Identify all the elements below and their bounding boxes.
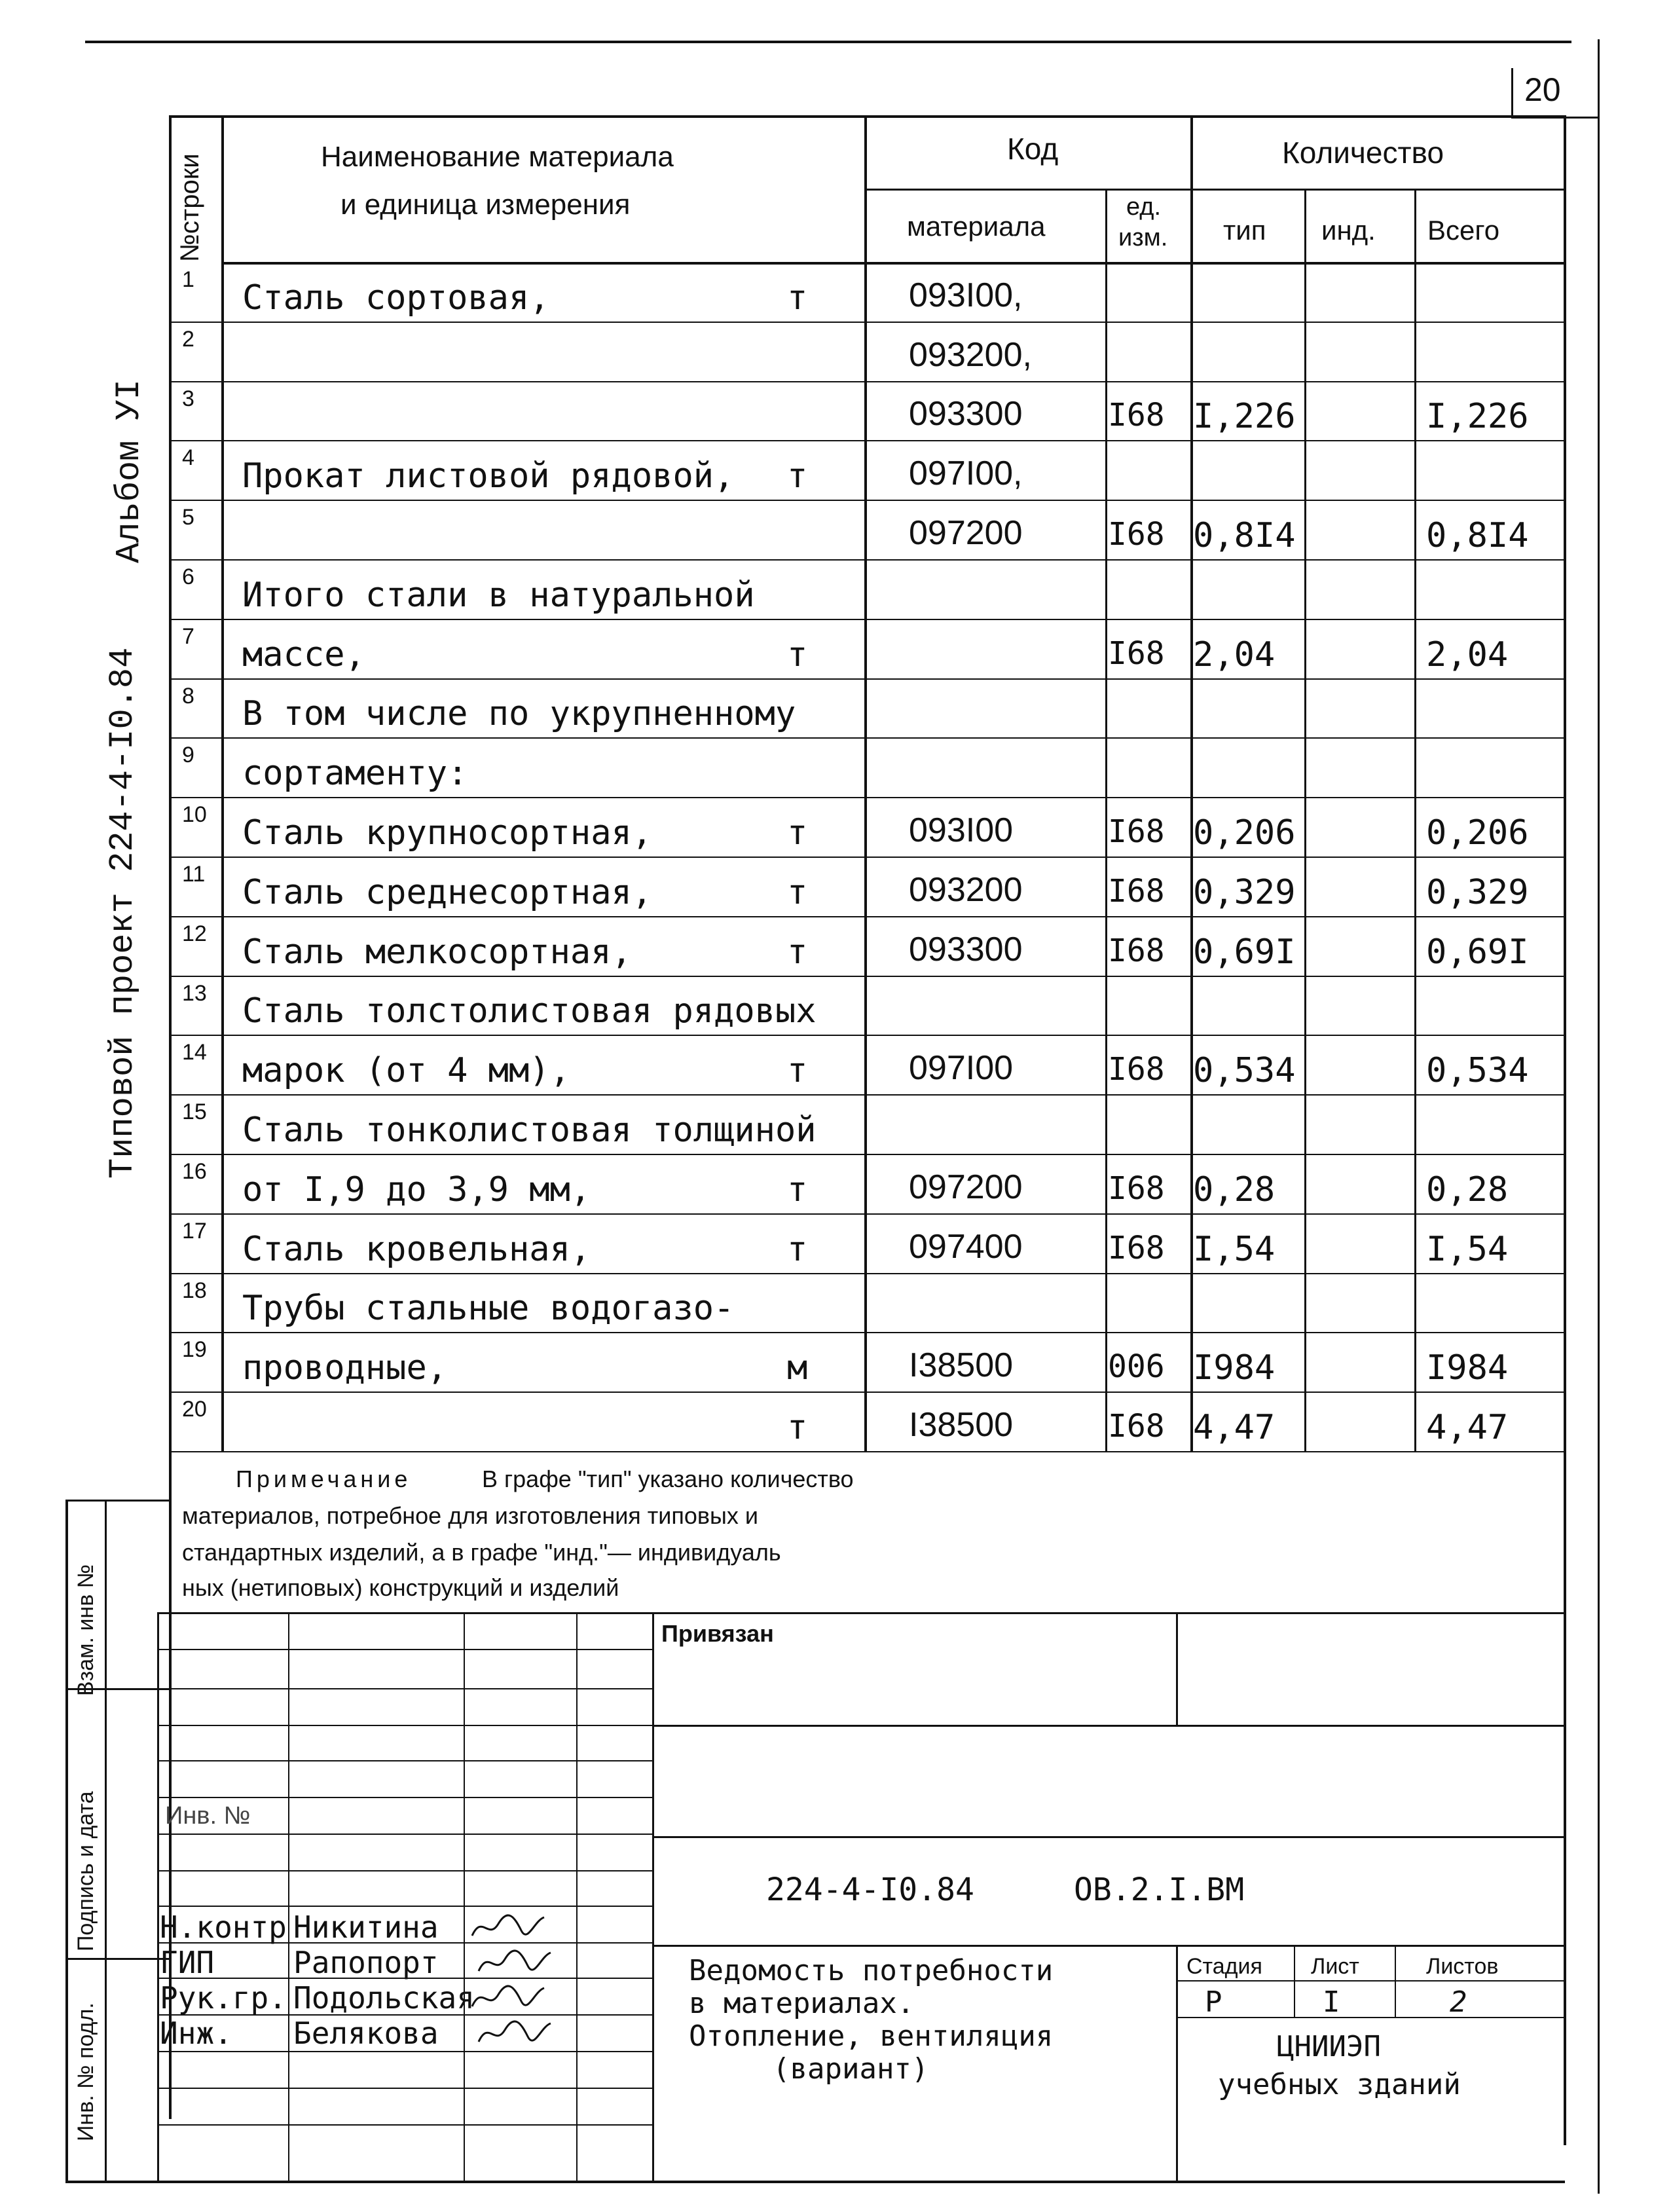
stamp-row — [157, 1725, 652, 1726]
material-name: Сталь кровельная, — [242, 1229, 591, 1269]
row-divider — [169, 737, 1564, 739]
table-right-border — [1564, 115, 1566, 1451]
material-name: Сталь среднесортная, — [242, 872, 653, 912]
row-number: 6 — [182, 564, 194, 589]
row-number: 10 — [182, 802, 207, 828]
unit-code: I68 — [1108, 1408, 1165, 1445]
row-number: 1 — [182, 267, 194, 292]
material-code: 097I00 — [909, 1049, 1014, 1088]
organization-line2: учебных зданий — [1218, 2068, 1461, 2101]
project-label: Типовой проект 224-4-I0.84 — [103, 647, 142, 1179]
material-name: Сталь тонколистовая толщиной — [242, 1111, 817, 1150]
row-number: 12 — [182, 921, 207, 946]
material-code: 093300 — [909, 395, 1023, 433]
material-code: 093I00, — [909, 276, 1023, 314]
material-code: 093200, — [909, 335, 1032, 374]
row-divider — [169, 559, 1564, 561]
column-divider — [1304, 189, 1306, 1451]
row-number: 18 — [182, 1278, 207, 1303]
stamp-row — [157, 1760, 652, 1761]
row-number: 3 — [182, 386, 194, 411]
unit-code: 006 — [1108, 1348, 1165, 1386]
row-divider — [169, 1213, 1564, 1215]
code-header: Код — [1007, 132, 1059, 166]
stamp-role: Рук.гр. — [160, 1980, 287, 2016]
quantity-total: 0,206 — [1426, 813, 1529, 853]
unit-code: I68 — [1108, 932, 1165, 969]
sheet-label: Лист — [1311, 1954, 1359, 1979]
top-frame-line — [85, 41, 1571, 43]
quantity-type: I,226 — [1193, 397, 1296, 437]
signature-mark — [475, 2017, 554, 2050]
row-number: 11 — [182, 862, 206, 887]
column-divider — [221, 115, 224, 1451]
stamp-info-row — [1176, 2017, 1564, 2018]
material-name: Сталь крупносортная, — [242, 813, 653, 853]
row-divider — [169, 976, 1564, 977]
material-name: массе, — [242, 635, 365, 674]
row-divider — [169, 381, 1564, 382]
row-divider — [169, 1154, 1564, 1155]
unit-symbol: т — [787, 1051, 808, 1091]
material-name: Итого стали в натуральной — [242, 575, 755, 615]
sheet-value: I — [1323, 1985, 1340, 2019]
row-number: 13 — [182, 980, 207, 1006]
stamp-right-divider — [652, 1836, 1564, 1838]
stamp-info-row — [1176, 1980, 1564, 1982]
unit-symbol: т — [787, 813, 808, 853]
stage-label: Стадия — [1186, 1954, 1262, 1979]
stamp-person-name: Белякова — [293, 2016, 439, 2051]
note-heading: Примечание — [236, 1465, 412, 1492]
ind-header: инд. — [1321, 215, 1376, 246]
row-number: 9 — [182, 743, 194, 768]
unit-symbol: т — [787, 1229, 808, 1269]
table-left-border — [169, 115, 172, 1451]
quantity-total: 0,8I4 — [1426, 516, 1529, 555]
row-number: 17 — [182, 1218, 207, 1244]
unit-symbol: т — [787, 1408, 808, 1447]
stamp-person-name: Рапопорт — [293, 1945, 439, 1980]
unit-code: I68 — [1108, 397, 1165, 434]
material-code: I38500 — [909, 1346, 1014, 1385]
stamp-col — [288, 1612, 289, 2181]
stamp-row — [157, 2051, 652, 2052]
header-bottom-border — [221, 262, 1564, 265]
row-divider — [169, 500, 1564, 501]
stamp-row — [157, 1834, 652, 1835]
stamp-person-name: Подольская — [293, 1980, 475, 2016]
quantity-total: I,54 — [1426, 1229, 1509, 1269]
row-divider — [169, 322, 1564, 323]
material-name: В том числе по укрупненному — [242, 694, 796, 734]
unit-code: I68 — [1108, 1229, 1165, 1266]
quantity-total: 0,28 — [1426, 1170, 1509, 1209]
quantity-type: I,54 — [1193, 1229, 1276, 1269]
quantity-type: 0,28 — [1193, 1170, 1276, 1209]
material-name: марок (от 4 мм), — [242, 1051, 570, 1091]
note-line1: В графе "тип" указано количество — [482, 1465, 854, 1492]
stamp-col-main — [652, 1612, 654, 2181]
stamp-right-divider — [652, 1725, 1564, 1727]
material-code: 093300 — [909, 930, 1023, 968]
total-header: Всего — [1427, 215, 1500, 246]
stamp-right-divider — [652, 1945, 1564, 1947]
right-frame-line — [1598, 39, 1600, 2194]
attached-label: Привязан — [661, 1620, 774, 1647]
document-code: 224-4-I0.84 — [766, 1871, 974, 1908]
page-number-box-left — [1511, 68, 1513, 118]
row-divider — [169, 1035, 1564, 1036]
material-code: 093200 — [909, 870, 1023, 909]
unit-symbol: т — [787, 635, 808, 674]
signature-mark — [475, 1946, 554, 1979]
unit-symbol: м — [787, 1348, 808, 1388]
stamp-row — [157, 1870, 652, 1871]
stage-value: Р — [1205, 1985, 1222, 2019]
row-number: 2 — [182, 326, 194, 352]
row-number: 16 — [182, 1159, 207, 1184]
unit-symbol: т — [787, 1170, 808, 1209]
quantity-type: 0,206 — [1193, 813, 1296, 853]
type-header: тип — [1223, 215, 1266, 246]
material-code: 097I00, — [909, 454, 1023, 493]
row-divider — [169, 1451, 1564, 1452]
stamp-role: ГИП — [160, 1945, 215, 1980]
quantity-total: 0,69I — [1426, 932, 1529, 972]
unit-code: I68 — [1108, 872, 1165, 910]
quantity-type: 0,69I — [1193, 932, 1296, 972]
stamp-side-outer — [65, 1500, 68, 2181]
unit-code: I68 — [1108, 516, 1165, 553]
material-code: 093I00 — [909, 811, 1014, 849]
stamp-right-split — [1176, 1612, 1178, 1725]
stamp-row — [157, 2088, 652, 2089]
column-divider — [1105, 189, 1107, 1451]
quantity-total: I984 — [1426, 1348, 1509, 1388]
stamp-info-col — [1294, 1945, 1295, 2017]
row-divider — [169, 440, 1564, 441]
row-divider — [169, 797, 1564, 798]
unit-symbol: т — [787, 932, 808, 972]
unit-header-line2: изм. — [1118, 224, 1168, 251]
note-line3: стандартных изделий, а в графе "инд."— индивидуаль — [182, 1539, 781, 1566]
row-divider — [169, 619, 1564, 620]
unit-code: I68 — [1108, 1170, 1165, 1207]
signature-mark — [469, 1982, 547, 2014]
unit-header-line1: ед. — [1126, 193, 1162, 221]
material-code: 097200 — [909, 514, 1023, 552]
material-name: проводные, — [242, 1348, 448, 1388]
material-code: I38500 — [909, 1406, 1014, 1444]
unit-symbol: т — [787, 278, 808, 318]
row-divider — [169, 916, 1564, 917]
organization-line1: ЦНИИЭП — [1277, 2030, 1381, 2063]
material-name: сортаменту: — [242, 754, 468, 794]
stamp-side-original-inv: Инв. № подл. — [73, 2002, 98, 2141]
unit-code: I68 — [1108, 813, 1165, 850]
stamp-row — [157, 1688, 652, 1689]
quantity-type: I984 — [1193, 1348, 1276, 1388]
stamp-left-border — [157, 1612, 159, 2181]
page-number: 20 — [1524, 71, 1561, 108]
material-name: Прокат листовой рядовой, — [242, 456, 735, 496]
material-name: Сталь сортовая, — [242, 278, 550, 318]
album-label: Альбом УI — [110, 379, 149, 563]
quantity-type: 0,534 — [1193, 1051, 1296, 1091]
quantity-total: I,226 — [1426, 397, 1529, 437]
row-number-header: №строки — [175, 153, 204, 262]
title-line2: в материалах. — [689, 1987, 915, 2020]
name-header-line2: и единица измерения — [340, 189, 631, 221]
stamp-row — [157, 1649, 652, 1650]
row-number: 20 — [182, 1397, 207, 1422]
stamp-person-name: Никитина — [293, 1909, 439, 1945]
stamp-row — [157, 2124, 652, 2126]
row-divider — [169, 1332, 1564, 1333]
row-divider — [169, 1094, 1564, 1096]
unit-symbol: т — [787, 872, 808, 912]
quantity-type: 0,8I4 — [1193, 516, 1296, 555]
stamp-role: Н.контр — [160, 1909, 287, 1945]
quantity-total: 2,04 — [1426, 635, 1509, 674]
quantity-total: 0,329 — [1426, 872, 1529, 912]
quantity-header: Количество — [1282, 136, 1444, 170]
quantity-total: 4,47 — [1426, 1408, 1509, 1447]
header-subdivider — [864, 189, 1564, 191]
material-code: 097400 — [909, 1227, 1023, 1266]
sheets-label: Листов — [1426, 1954, 1499, 1979]
stamp-role: Инж. — [160, 2016, 232, 2051]
title-line4: (вариант) — [773, 2052, 929, 2086]
quantity-total: 0,534 — [1426, 1051, 1529, 1091]
row-divider — [169, 857, 1564, 858]
stamp-side-divider — [65, 1958, 170, 1960]
column-divider — [1414, 189, 1416, 1451]
row-number: 7 — [182, 623, 194, 649]
stamp-row — [157, 1797, 652, 1798]
note-line4: ных (нетиповых) конструкций и изделий — [182, 1574, 619, 1601]
stamp-row — [157, 1906, 652, 1907]
material-code: 097200 — [909, 1168, 1023, 1206]
row-number: 8 — [182, 683, 194, 709]
stamp-side-inner — [105, 1500, 107, 2181]
unit-symbol: т — [787, 456, 808, 496]
inventory-number-label: Инв. № — [165, 1802, 251, 1830]
row-number: 14 — [182, 1040, 207, 1065]
quantity-type: 4,47 — [1193, 1408, 1276, 1447]
row-number: 15 — [182, 1099, 207, 1125]
stamp-side-top — [65, 1500, 170, 1502]
material-name: Сталь толстолистовая рядовых — [242, 991, 817, 1031]
stamp-side-signature-date: Подпись и дата — [73, 1791, 98, 1951]
stamp-col — [464, 1612, 465, 2181]
stamp-bottom-border — [65, 2181, 1565, 2183]
quantity-type: 2,04 — [1193, 635, 1276, 674]
unit-code: I68 — [1108, 635, 1165, 672]
material-name: Сталь мелкосортная, — [242, 932, 632, 972]
document-mark: ОВ.2.I.ВМ — [1074, 1871, 1245, 1908]
column-divider — [864, 115, 867, 1451]
quantity-type: 0,329 — [1193, 872, 1296, 912]
row-number: 19 — [182, 1337, 207, 1363]
row-number: 4 — [182, 445, 194, 471]
unit-code: I68 — [1108, 1051, 1165, 1088]
sheets-value: 2 — [1450, 1985, 1467, 2019]
stamp-col — [576, 1612, 578, 2181]
row-divider — [169, 1392, 1564, 1393]
material-name: Трубы стальные водогазо- — [242, 1289, 735, 1329]
signature-mark — [469, 1911, 547, 1944]
stamp-top-border — [157, 1612, 1564, 1614]
stamp-side-replace-inv: Взам. инв № — [73, 1564, 98, 1696]
title-line3: Отопление, вентиляция — [689, 2019, 1054, 2053]
name-header-line1: Наименование материала — [321, 141, 674, 173]
stamp-info-col — [1395, 1945, 1396, 2017]
material-name: от I,9 до 3,9 мм, — [242, 1170, 591, 1209]
note-right-border — [1564, 1451, 1566, 2145]
note-line2: материалов, потребное для изготовления типовых и — [182, 1502, 759, 1529]
row-divider — [169, 678, 1564, 680]
row-number: 5 — [182, 505, 194, 530]
material-code-header: материала — [907, 211, 1046, 242]
title-line1: Ведомость потребности — [689, 1954, 1054, 1987]
row-divider — [169, 1273, 1564, 1274]
